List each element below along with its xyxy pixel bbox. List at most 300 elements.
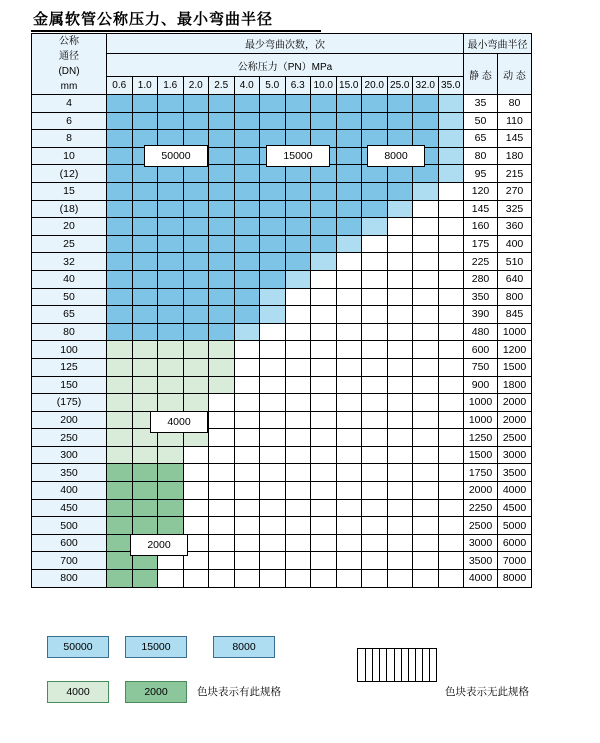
bend-count-cell [336, 446, 362, 464]
bend-count-cell [183, 464, 209, 482]
radius-static-cell: 175 [464, 235, 498, 253]
bend-count-cell [209, 464, 235, 482]
radius-dynamic-cell: 7000 [498, 552, 532, 570]
bend-count-cell [413, 323, 439, 341]
radius-static-cell: 480 [464, 323, 498, 341]
pn-value-header: 2.0 [183, 77, 209, 95]
bend-count-cell [387, 499, 413, 517]
bend-count-cell [158, 112, 184, 130]
legend-swatch-2000: 2000 [125, 681, 187, 703]
table-row [32, 464, 532, 482]
bend-count-cell [387, 341, 413, 359]
bend-count-cell [387, 323, 413, 341]
radius-dynamic-cell: 400 [498, 235, 532, 253]
dn-cell: 300 [32, 446, 107, 464]
dn-cell: 200 [32, 411, 107, 429]
bend-count-cell [209, 218, 235, 236]
bend-count-cell [234, 429, 260, 447]
bend-count-cell [285, 394, 311, 412]
bend-count-cell [336, 147, 362, 165]
bend-count-cell [336, 112, 362, 130]
bend-count-cell [438, 95, 464, 113]
bend-count-cell [107, 482, 133, 500]
dn-cell: 4 [32, 95, 107, 113]
radius-static-cell: 750 [464, 358, 498, 376]
bend-count-cell [158, 341, 184, 359]
bend-count-cell [209, 358, 235, 376]
bend-count-cell [260, 306, 286, 324]
bend-count-cell [285, 306, 311, 324]
pn-value-header: 2.5 [209, 77, 235, 95]
bend-count-cell [158, 218, 184, 236]
bend-count-cell [132, 570, 158, 588]
bend-count-cell [311, 570, 337, 588]
bend-count-cell [336, 482, 362, 500]
pn-value-header: 1.0 [132, 77, 158, 95]
bend-count-cell [438, 218, 464, 236]
bend-count-cell [234, 165, 260, 183]
bend-count-cell [260, 253, 286, 271]
bend-count-cell [362, 112, 388, 130]
bend-count-cell [132, 446, 158, 464]
radius-dynamic-cell: 110 [498, 112, 532, 130]
bend-count-cell [260, 323, 286, 341]
stripe [365, 649, 366, 681]
bend-count-cell [311, 323, 337, 341]
bend-count-cell [438, 306, 464, 324]
dn-cell: 700 [32, 552, 107, 570]
bend-count-cell [413, 288, 439, 306]
stripe [394, 649, 395, 681]
table-row [32, 376, 532, 394]
bend-count-cell [387, 376, 413, 394]
bend-count-cell [158, 165, 184, 183]
bend-count-cell [158, 288, 184, 306]
bend-count-cell [362, 570, 388, 588]
bend-count-cell [438, 482, 464, 500]
header-row-1 [32, 34, 532, 54]
bend-count-cell [260, 341, 286, 359]
legend-swatch-50000: 50000 [47, 636, 109, 658]
bend-count-cell [438, 235, 464, 253]
radius-static-cell: 3500 [464, 552, 498, 570]
bend-count-cell [413, 253, 439, 271]
bend-count-cell [183, 112, 209, 130]
callout-label: 15000 [266, 145, 330, 167]
bend-count-cell [183, 253, 209, 271]
bend-count-cell [336, 341, 362, 359]
bend-count-cell [132, 288, 158, 306]
bend-count-cell [260, 534, 286, 552]
radius-dynamic-cell: 800 [498, 288, 532, 306]
bend-count-cell [132, 358, 158, 376]
bend-count-cell [413, 112, 439, 130]
table-row [32, 394, 532, 412]
bend-count-cell [234, 147, 260, 165]
bend-count-cell [387, 288, 413, 306]
bend-count-cell [183, 341, 209, 359]
table-row [32, 218, 532, 236]
bend-count-cell [234, 288, 260, 306]
bend-count-cell [158, 306, 184, 324]
bend-count-cell [387, 429, 413, 447]
pn-value-header: 20.0 [362, 77, 388, 95]
bend-count-cell [132, 270, 158, 288]
dn-cell: 25 [32, 235, 107, 253]
radius-static-cell: 4000 [464, 570, 498, 588]
bend-count-cell [234, 552, 260, 570]
bend-count-cell [387, 306, 413, 324]
bend-count-cell [311, 165, 337, 183]
dn-cell: (18) [32, 200, 107, 218]
legend-swatch-8000: 8000 [213, 636, 275, 658]
bend-count-cell [209, 147, 235, 165]
bend-count-cell [183, 95, 209, 113]
bend-count-cell [387, 218, 413, 236]
bend-count-cell [413, 534, 439, 552]
bend-count-cell [438, 376, 464, 394]
dn-cell: 10 [32, 147, 107, 165]
bend-count-cell [107, 552, 133, 570]
radius-dynamic-cell: 2000 [498, 411, 532, 429]
legend-swatch-4000: 4000 [47, 681, 109, 703]
dn-cell: 800 [32, 570, 107, 588]
bend-count-cell [362, 482, 388, 500]
bend-count-cell [260, 411, 286, 429]
bend-count-cell [311, 552, 337, 570]
bend-count-cell [413, 517, 439, 535]
bend-count-cell [285, 570, 311, 588]
bend-count-cell [438, 341, 464, 359]
bend-count-cell [285, 270, 311, 288]
legend [31, 636, 569, 720]
bend-count-cell [336, 235, 362, 253]
bend-count-cell [362, 394, 388, 412]
bend-count-cell [234, 323, 260, 341]
radius-dynamic-cell: 8000 [498, 570, 532, 588]
radius-static-cell: 900 [464, 376, 498, 394]
bend-count-cell [311, 95, 337, 113]
radius-dynamic-cell: 2500 [498, 429, 532, 447]
bend-count-cell [260, 200, 286, 218]
radius-dynamic-cell: 845 [498, 306, 532, 324]
stripe [429, 649, 430, 681]
bend-count-cell [132, 482, 158, 500]
bend-count-cell [413, 358, 439, 376]
bend-count-cell [234, 235, 260, 253]
bend-count-cell [132, 95, 158, 113]
bend-count-cell [209, 182, 235, 200]
radius-static-cell: 50 [464, 112, 498, 130]
radius-dynamic-cell: 145 [498, 130, 532, 148]
pn-value-header: 32.0 [413, 77, 439, 95]
pn-value-header: 10.0 [311, 77, 337, 95]
bend-count-cell [336, 270, 362, 288]
bend-count-cell [107, 112, 133, 130]
bend-count-cell [311, 306, 337, 324]
radius-dynamic-cell: 325 [498, 200, 532, 218]
bend-count-cell [107, 499, 133, 517]
stripe [408, 649, 409, 681]
radius-dynamic-cell: 360 [498, 218, 532, 236]
bend-count-cell [209, 517, 235, 535]
bend-count-cell [413, 394, 439, 412]
bend-count-cell [362, 534, 388, 552]
bend-count-cell [209, 482, 235, 500]
pn-value-header: 0.6 [107, 77, 133, 95]
bend-count-cell [311, 517, 337, 535]
bend-count-cell [438, 446, 464, 464]
bend-count-cell [285, 323, 311, 341]
bend-count-cell [311, 394, 337, 412]
bend-count-cell [311, 534, 337, 552]
bend-count-cell [107, 394, 133, 412]
bend-count-cell [158, 270, 184, 288]
bend-count-cell [438, 394, 464, 412]
bend-count-cell [362, 218, 388, 236]
radius-static-cell: 280 [464, 270, 498, 288]
radius-static-cell: 3000 [464, 534, 498, 552]
radius-dynamic-cell: 3500 [498, 464, 532, 482]
bend-count-cell [413, 306, 439, 324]
bend-count-cell [260, 446, 286, 464]
bend-count-cell [387, 411, 413, 429]
bend-count-cell [285, 552, 311, 570]
bend-count-cell [234, 112, 260, 130]
bend-count-cell [183, 270, 209, 288]
radius-static-header: 静 态 [464, 54, 498, 95]
radius-dynamic-cell: 180 [498, 147, 532, 165]
stripe [401, 649, 402, 681]
bend-count-cell [132, 517, 158, 535]
table-row [32, 200, 532, 218]
bend-count-cell [183, 358, 209, 376]
radius-static-cell: 600 [464, 341, 498, 359]
bend-count-cell [362, 341, 388, 359]
bend-count-cell [387, 165, 413, 183]
stripe [386, 649, 387, 681]
bend-count-cell [132, 253, 158, 271]
radius-dynamic-cell: 6000 [498, 534, 532, 552]
bend-count-cell [413, 200, 439, 218]
dn-cell: 350 [32, 464, 107, 482]
bend-count-cell [234, 376, 260, 394]
radius-static-cell: 225 [464, 253, 498, 271]
table-row [32, 182, 532, 200]
radius-static-cell: 1000 [464, 411, 498, 429]
dn-cell: 15 [32, 182, 107, 200]
bend-count-cell [107, 218, 133, 236]
bend-count-cell [260, 182, 286, 200]
bend-count-cell [260, 394, 286, 412]
min-bend-radius-header: 最小弯曲半径 [464, 34, 532, 54]
bend-count-cell [336, 165, 362, 183]
bend-count-cell [362, 429, 388, 447]
bend-count-header: 最少弯曲次数，次 [107, 34, 464, 54]
bend-count-cell [209, 253, 235, 271]
bend-count-cell [311, 464, 337, 482]
bend-count-cell [336, 323, 362, 341]
bend-count-cell [285, 358, 311, 376]
bend-count-cell [438, 429, 464, 447]
bend-count-cell [234, 200, 260, 218]
bend-count-cell [362, 499, 388, 517]
bend-count-cell [260, 288, 286, 306]
bend-count-cell [387, 534, 413, 552]
bend-count-cell [209, 95, 235, 113]
table-row [32, 95, 532, 113]
bend-count-cell [438, 165, 464, 183]
table-row [32, 358, 532, 376]
bend-count-cell [209, 394, 235, 412]
bend-count-cell [285, 182, 311, 200]
bend-count-cell [234, 446, 260, 464]
bend-count-cell [438, 112, 464, 130]
table-row [32, 165, 532, 183]
bend-count-cell [158, 517, 184, 535]
bend-count-cell [413, 570, 439, 588]
radius-static-cell: 1500 [464, 446, 498, 464]
bend-count-cell [438, 552, 464, 570]
bend-count-cell [107, 253, 133, 271]
bend-count-cell [107, 411, 133, 429]
bend-count-cell [285, 341, 311, 359]
bend-count-cell [132, 182, 158, 200]
bend-count-cell [158, 358, 184, 376]
radius-dynamic-cell: 3000 [498, 446, 532, 464]
bend-count-cell [183, 376, 209, 394]
radius-dynamic-cell: 510 [498, 253, 532, 271]
radius-dynamic-cell: 640 [498, 270, 532, 288]
bend-count-cell [107, 147, 133, 165]
bend-count-cell [260, 552, 286, 570]
radius-static-cell: 1750 [464, 464, 498, 482]
bend-count-cell [311, 376, 337, 394]
bend-count-cell [387, 112, 413, 130]
bend-count-cell [362, 235, 388, 253]
table-row [32, 112, 532, 130]
dn-cell: 500 [32, 517, 107, 535]
bend-count-cell [413, 376, 439, 394]
bend-count-cell [209, 165, 235, 183]
bend-count-cell [336, 358, 362, 376]
bend-count-cell [260, 429, 286, 447]
radius-static-cell: 120 [464, 182, 498, 200]
bend-count-cell [362, 376, 388, 394]
bend-count-cell [413, 165, 439, 183]
bend-count-cell [311, 200, 337, 218]
bend-count-cell [311, 341, 337, 359]
bend-count-cell [362, 464, 388, 482]
bend-count-cell [413, 499, 439, 517]
bend-count-cell [107, 165, 133, 183]
table-row [32, 499, 532, 517]
bend-count-cell [336, 306, 362, 324]
bend-count-cell [183, 394, 209, 412]
bend-count-cell [362, 288, 388, 306]
bend-count-cell [285, 464, 311, 482]
dn-cell: 32 [32, 253, 107, 271]
bend-count-cell [285, 446, 311, 464]
bend-count-cell [107, 288, 133, 306]
bend-count-cell [311, 182, 337, 200]
bend-count-cell [209, 376, 235, 394]
bend-count-cell [183, 235, 209, 253]
bend-count-cell [158, 323, 184, 341]
dn-cell: 400 [32, 482, 107, 500]
bend-count-cell [285, 499, 311, 517]
radius-static-cell: 145 [464, 200, 498, 218]
bend-count-cell [362, 323, 388, 341]
bend-count-cell [387, 552, 413, 570]
bend-count-cell [158, 464, 184, 482]
table-row [32, 534, 532, 552]
bend-count-cell [107, 200, 133, 218]
bend-count-cell [362, 253, 388, 271]
bend-count-cell [260, 270, 286, 288]
bend-count-cell [183, 517, 209, 535]
table-row [32, 552, 532, 570]
radius-static-cell: 390 [464, 306, 498, 324]
callout-label: 50000 [144, 145, 208, 167]
bend-count-cell [336, 288, 362, 306]
bend-count-cell [387, 270, 413, 288]
bend-count-cell [209, 499, 235, 517]
bend-count-cell [260, 95, 286, 113]
bend-count-cell [234, 482, 260, 500]
bend-count-cell [107, 130, 133, 148]
bend-count-cell [158, 376, 184, 394]
callout-label: 2000 [130, 534, 188, 556]
bend-count-cell [362, 411, 388, 429]
bend-count-cell [311, 253, 337, 271]
bend-count-cell [311, 358, 337, 376]
bend-count-cell [285, 200, 311, 218]
bend-count-cell [413, 464, 439, 482]
bend-count-cell [260, 464, 286, 482]
bend-count-cell [438, 517, 464, 535]
radius-dynamic-cell: 2000 [498, 394, 532, 412]
bend-count-cell [158, 95, 184, 113]
dn-header [32, 34, 107, 95]
bend-count-cell [234, 130, 260, 148]
bend-count-cell [438, 200, 464, 218]
bend-count-cell [234, 182, 260, 200]
bend-count-cell [183, 200, 209, 218]
table-row [32, 570, 532, 588]
bend-count-cell [209, 130, 235, 148]
dn-cell: 150 [32, 376, 107, 394]
bend-count-cell [438, 570, 464, 588]
stripe [415, 649, 416, 681]
bend-count-cell [234, 341, 260, 359]
bend-count-cell [336, 200, 362, 218]
bend-count-cell [336, 95, 362, 113]
pn-value-header: 15.0 [336, 77, 362, 95]
pn-header: 公称压力（PN）MPa [107, 54, 464, 77]
bend-count-cell [438, 499, 464, 517]
bend-count-cell [260, 482, 286, 500]
bend-count-cell [438, 358, 464, 376]
bend-count-cell [285, 411, 311, 429]
bend-count-cell [158, 200, 184, 218]
radius-dynamic-cell: 1500 [498, 358, 532, 376]
dn-cell: 80 [32, 323, 107, 341]
radius-static-cell: 2250 [464, 499, 498, 517]
dn-cell: (175) [32, 394, 107, 412]
radius-static-cell: 1000 [464, 394, 498, 412]
bend-count-cell [387, 235, 413, 253]
